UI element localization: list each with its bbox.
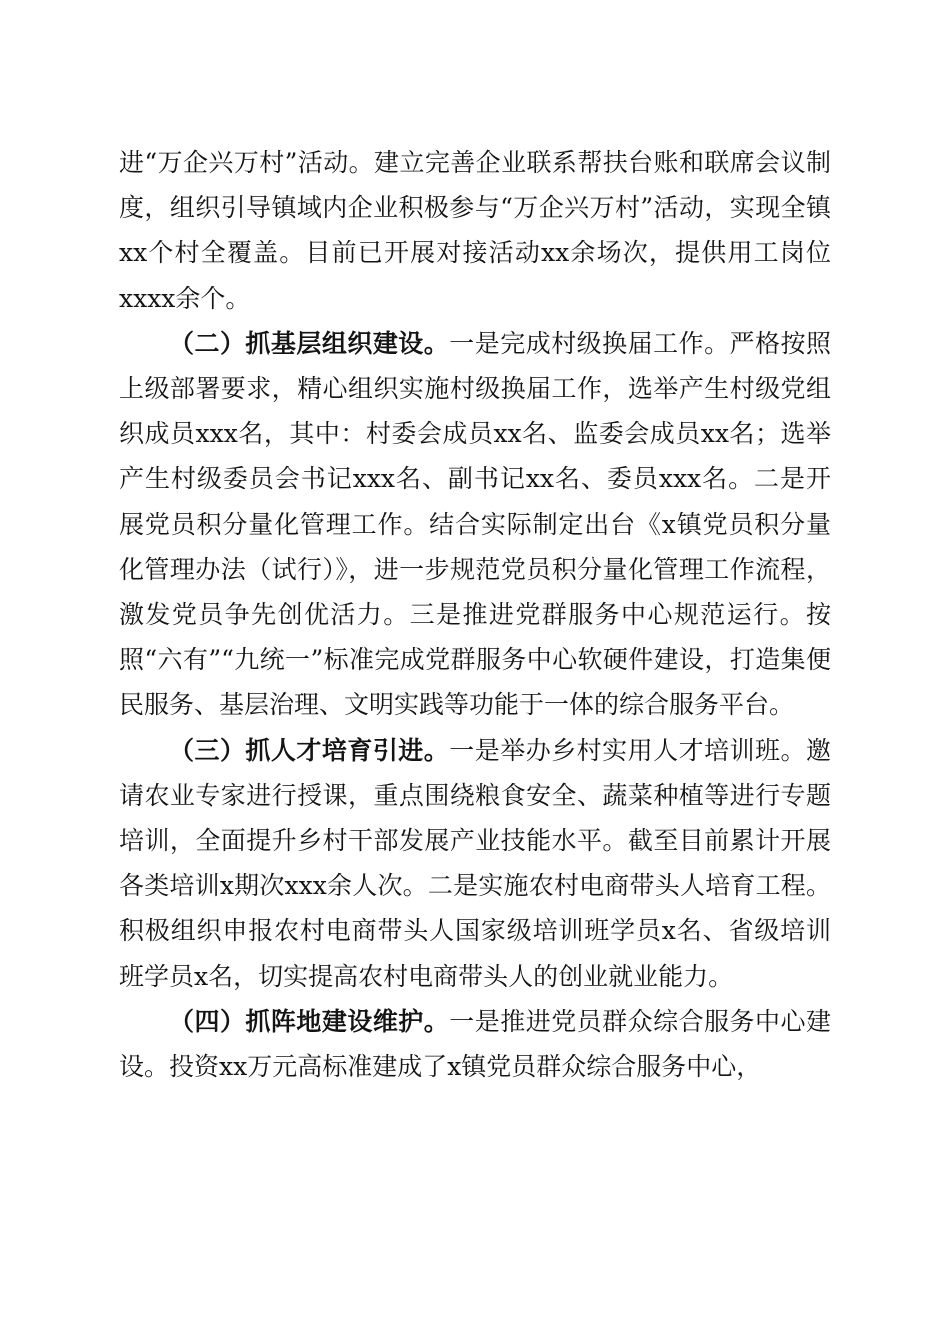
section-heading: （三）抓人才培育引进。 bbox=[169, 735, 450, 765]
paragraph-text: 一是推进党员群众综合服务中心建设。投资xx万元高标准建成了x镇党员群众综合服务中心， bbox=[119, 1006, 831, 1082]
document-body bbox=[119, 140, 831, 1089]
paragraph-grassroots-organization bbox=[119, 321, 831, 728]
paragraph-continuation bbox=[119, 140, 831, 321]
paragraph-text: 进“万企兴万村”活动。建立完善企业联系帮扶台账和联席会议制度，组织引导镇域内企业积极参与“万企兴万村”活动，实现全镇xx个村全覆盖。目前已开展对接活动xx余场次，提供用工岗位xxxx余个。 bbox=[119, 148, 831, 313]
paragraph-position-construction bbox=[119, 999, 831, 1089]
paragraph-text: 一是举办乡村实用人才培训班。邀请农业专家进行授课，重点围绕粮食安全、蔬菜种植等进行专题培训，全面提升乡村干部发展产业技能水平。截至目前累计开展各类培训x期次xxx余人次。二是实施农村电商带头人培育工程。积极组织申报农村电商带头人国家级培训班学员x名、省级培训班学员x名，切实提高农村电商带头人的创业就业能力。 bbox=[119, 735, 831, 991]
section-heading: （四）抓阵地建设维护。 bbox=[169, 1006, 450, 1036]
paragraph-talent-cultivation bbox=[119, 728, 831, 999]
paragraph-text: 一是完成村级换届工作。严格按照上级部署要求，精心组织实施村级换届工作，选举产生村级党组织成员xxx名，其中：村委会成员xx名、监委会成员xx名；选举产生村级委员会书记xxx名、副书记xx名、委员xxx名。二是开展党员积分量化管理工作。结合实际制定出台《x镇党员积分量化管理办法（试行）》，进一步规范党员积分量化管理工作流程，激发党员争先创优活力。三是推进党群服务中心规范运行。按照“六有”“九统一”标准完成党群服务中心软硬件建设，打造集便民服务、基层治理、文明实践等功能于一体的综合服务平台。 bbox=[119, 328, 831, 720]
section-heading: （二）抓基层组织建设。 bbox=[169, 328, 450, 358]
